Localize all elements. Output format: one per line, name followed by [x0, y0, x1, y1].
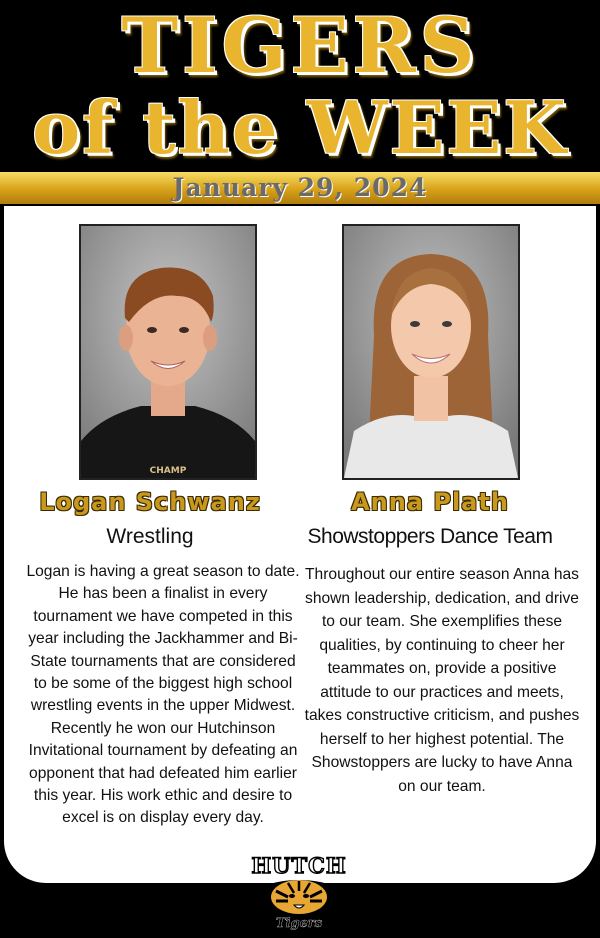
- student-name-left: Logan Schwanz: [39, 488, 261, 516]
- student-photo-logan: [79, 224, 257, 480]
- svg-text:Tigers: Tigers: [275, 916, 323, 931]
- svg-text:CHAMP: CHAMP: [149, 466, 187, 476]
- date-text: January 29, 2024: [172, 173, 428, 202]
- portrait-girl-icon: [344, 226, 518, 478]
- bio-right: Throughout our entire season Anna has shown leadership, dedication, and drive to our team. She exemplifies these qualities, by continuing to cheer her teammates on, provide a positive attitude to our practices and meets, takes constructive criticism, and pushes herself to her highest potential. The Showstoppers are lucky to have Anna on our team.: [304, 566, 580, 795]
- activity-right: Showstoppers Dance Team: [307, 525, 553, 548]
- header-banner: [0, 0, 600, 172]
- tiger-logo-icon: [236, 853, 362, 933]
- student-photo-anna: [342, 224, 520, 480]
- portrait-boy-icon: [81, 226, 255, 478]
- bio-left: Logan is having a great season to date. He has been a finalist in every tournament we have competed in this year including the Jackhammer and Bi-State tournaments that are considered to be some of the biggest high school wrestling events in the upper Midwest. Recently he won our Hutchinson Invitational tournament by defeating an opponent that had defeated him earlier this year. His work ethic and desire to excel is on display every day.: [26, 563, 300, 827]
- svg-text:HUTCH: HUTCH: [251, 853, 347, 878]
- title-of-the-week: of the WEEK: [32, 85, 568, 170]
- hutch-tigers-logo: [236, 853, 362, 933]
- activity-left: Wrestling: [106, 525, 194, 548]
- student-name-right: Anna Plath: [351, 488, 509, 516]
- title-tigers: TIGERS: [121, 1, 479, 90]
- date-band: [0, 172, 600, 204]
